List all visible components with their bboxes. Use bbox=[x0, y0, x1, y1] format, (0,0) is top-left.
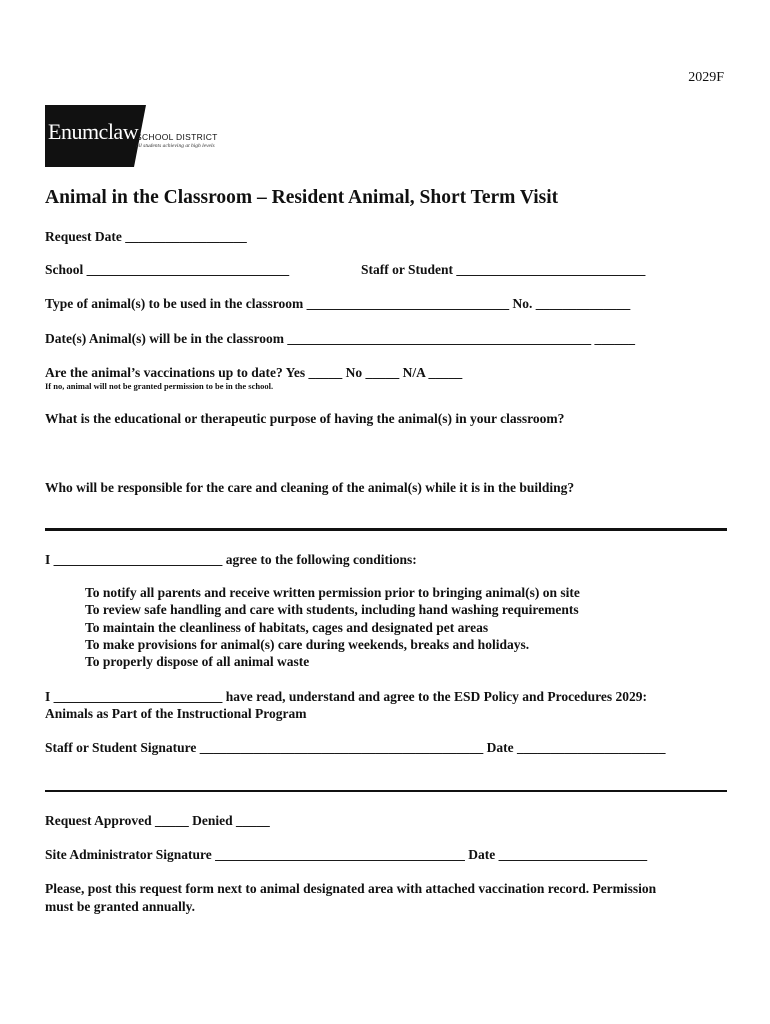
agreement-intro[interactable]: I _________________________ agree to the following conditions: bbox=[45, 552, 417, 567]
request-date-field[interactable]: Request Date __________________ bbox=[45, 229, 247, 244]
animal-type-field[interactable]: Type of animal(s) to be used in the classroom ______________________________ No. ______________ bbox=[45, 296, 631, 311]
section-divider bbox=[45, 528, 727, 531]
school-field[interactable]: School ______________________________ bbox=[45, 262, 290, 277]
condition-item: To maintain the cleanliness of habitats, cages and designated pet areas bbox=[85, 620, 489, 635]
staff-or-student-field[interactable]: Staff or Student ____________________________ bbox=[361, 262, 646, 277]
condition-item: To notify all parents and receive written permission prior to bringing animal(s) on site bbox=[85, 585, 580, 600]
vaccinations-field[interactable]: Are the animal’s vaccinations up to date? Yes _____ No _____ N/A _____ bbox=[45, 365, 463, 380]
condition-item: To properly dispose of all animal waste bbox=[85, 654, 310, 669]
posting-instruction-line2: must be granted annually. bbox=[45, 899, 196, 914]
admin-signature-field[interactable]: Site Administrator Signature _____________________________________ Date ______________________ bbox=[45, 847, 648, 862]
policy-agreement-line2: Animals as Part of the Instructional Program bbox=[45, 706, 307, 721]
approval-status-field[interactable]: Request Approved _____ Denied _____ bbox=[45, 813, 270, 828]
logo-tagline: all students achieving at high levels bbox=[136, 143, 215, 149]
vaccination-note: If no, animal will not be granted permission to be in the school. bbox=[45, 381, 274, 391]
condition-item: To make provisions for animal(s) care during weekends, breaks and holidays. bbox=[85, 637, 530, 652]
page-title: Animal in the Classroom – Resident Animal, Short Term Visit bbox=[45, 187, 559, 208]
posting-instruction: Please, post this request form next to animal designated area with attached vaccination record. Permission bbox=[45, 881, 657, 896]
staff-signature-field[interactable]: Staff or Student Signature __________________________________________ Date ______________________ bbox=[45, 740, 666, 755]
policy-agreement-field[interactable]: I _________________________ have read, understand and agree to the ESD Policy and Procedures 2029: bbox=[45, 689, 648, 704]
logo-name: Enumclaw bbox=[48, 119, 139, 144]
dates-in-classroom-field[interactable]: Date(s) Animal(s) will be in the classroom _____________________________________________ ______ bbox=[45, 331, 635, 346]
form-number: 2029F bbox=[688, 70, 724, 85]
district-logo bbox=[45, 105, 235, 167]
purpose-question: What is the educational or therapeutic purpose of having the animal(s) in your classroom? bbox=[45, 411, 565, 426]
section-divider bbox=[45, 790, 727, 792]
logo-suffix: SCHOOL DISTRICT bbox=[136, 132, 218, 142]
responsible-question: Who will be responsible for the care and cleaning of the animal(s) while it is in the building? bbox=[45, 480, 575, 495]
condition-item: To review safe handling and care with students, including hand washing requirements bbox=[85, 602, 579, 617]
